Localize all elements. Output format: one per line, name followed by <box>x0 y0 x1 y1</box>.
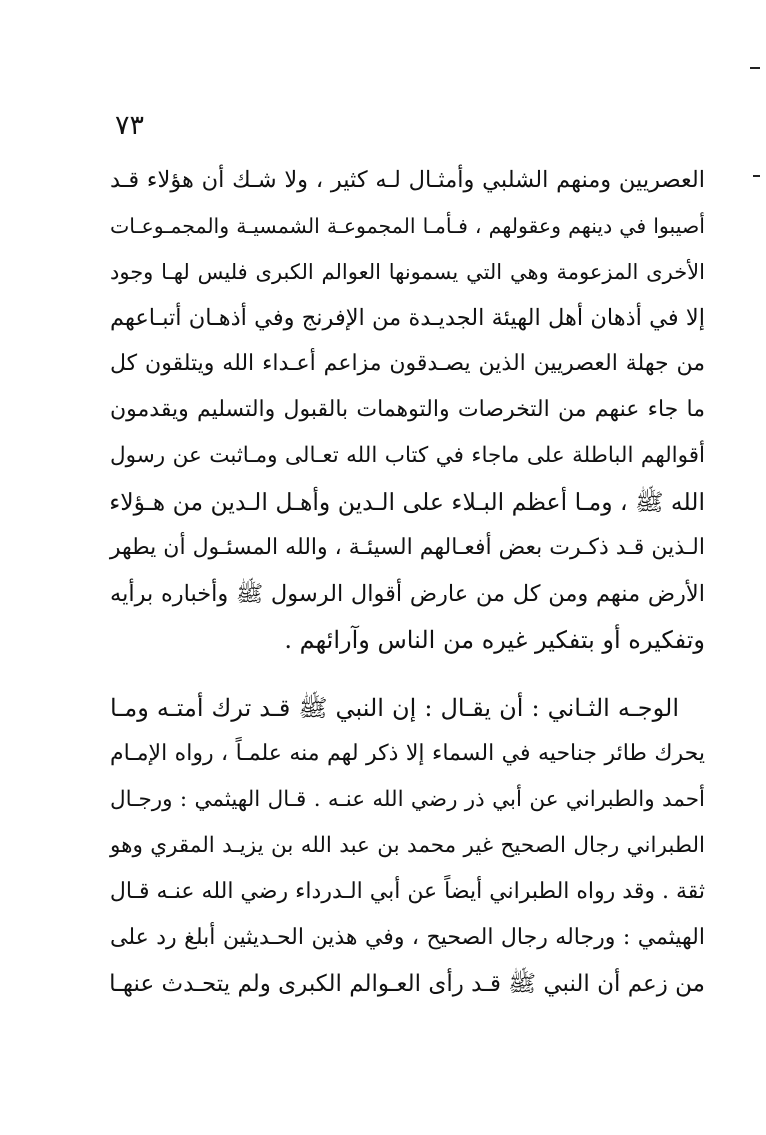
text-line: يحرك طائر جناحيه في السماء إلا ذكر لهم منه علمـاً ، رواه الإمـام <box>110 741 705 766</box>
text-line: الله ﷺ ، ومـا أعظم البـلاء على الـدين وأهـل الـدين من هـؤلاء <box>109 488 705 516</box>
text-line: الوجـه الثـاني : أن يقـال : إن النبي ﷺ قـد ترك أمتـه ومـا <box>110 694 679 722</box>
text-line: الأخرى المزعومة وهي التي يسمونها العوالم الكبرى فليس لهـا وجود <box>110 260 705 284</box>
text-line: العصريين ومنهم الشلبي وأمثـال لـه كثير ، ولا شـك أن هؤلاء قـد <box>110 167 705 193</box>
paragraph-2 <box>110 685 705 1007</box>
text-line: الطبراني رجال الصحيح غير محمد بن عبد الله بن يزيـد المقري وهو <box>110 833 705 858</box>
text-line: إلا في أذهان أهل الهيئة الجديـدة من الإفرنج وفي أذهـان أتبـاعهم <box>110 305 705 331</box>
text-line: أصيبوا في دينهم وعقولهم ، فـأمـا المجموعـة الشمسيـة والمجمـوعـات <box>110 214 705 238</box>
scan-edge-mark <box>753 175 760 177</box>
text-line: من جهلة العصريين الذين يصـدقون مزاعم أعـداء الله ويتلقون كل <box>110 351 705 376</box>
text-line: أقوالهم الباطلة على ماجاء في كتاب الله تعـالى ومـاثبت عن رسول <box>110 443 705 468</box>
text-line: ما جاء عنهم من التخرصات والتوهمات بالقبول والتسليم ويقدمون <box>110 397 705 422</box>
text-line: الأرض منهم ومن كل من عارض أقوال الرسول ﷺ وأخباره برأيه <box>110 581 705 607</box>
text-line: الهيثمي : ورجاله رجال الصحيح ، وفي هذين الحـديثين أبلغ رد على <box>110 925 705 950</box>
text-line: الـذين قـد ذكـرت بعض أفعـالهم السيئـة ، والله المسئـول أن يطهر <box>109 535 705 560</box>
paragraph-1 <box>110 157 705 663</box>
scan-edge-mark <box>750 67 760 69</box>
page-number: ٧٣ <box>115 110 145 141</box>
text-line: من زعم أن النبي ﷺ قـد رأى العـوالم الكبرى ولم يتحـدث عنهـا <box>109 971 705 997</box>
text-line: وتفكيره أو بتفكير غيره من الناس وآرائهم . <box>284 626 705 654</box>
text-line: أحمد والطبراني عن أبي ذر رضي الله عنـه . قـال الهيثمي : ورجـال <box>110 787 705 812</box>
text-line: ثقة . وقد رواه الطبراني أيضاً عن أبي الـدرداء رضي الله عنـه قـال <box>109 879 705 904</box>
